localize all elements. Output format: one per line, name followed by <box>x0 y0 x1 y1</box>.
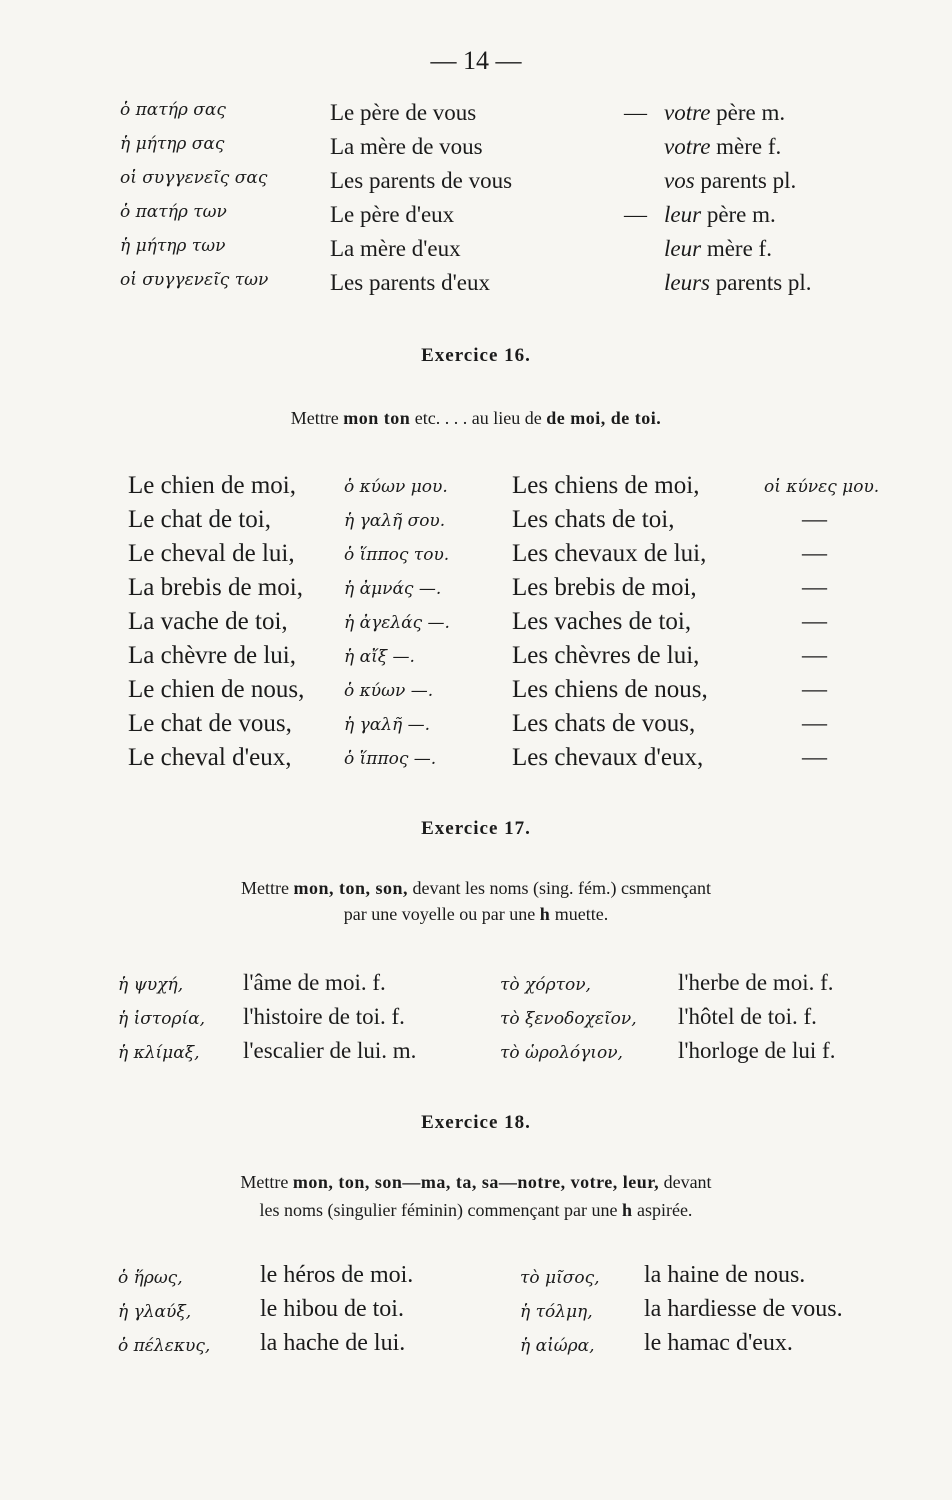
french-phrase: le héros de moi. <box>260 1262 414 1288</box>
dash: — <box>802 710 827 737</box>
french-phrase: la haine de nous. <box>644 1262 806 1288</box>
french-phrase: l'escalier de lui. m. <box>243 1038 417 1063</box>
possessive-form: votre mère f. <box>664 134 782 159</box>
french-phrase: la hardiesse de vous. <box>644 1296 843 1322</box>
possessive-form: leur mère f. <box>664 236 772 261</box>
french-phrase: Le chien de moi, <box>128 472 296 499</box>
greek-phrase: οἱ συγγενεῖς των <box>120 270 269 290</box>
page-number: — 14 — <box>430 46 522 75</box>
greek-phrase: ἡ ἱστορία, <box>118 1009 206 1029</box>
greek-phrase: ὁ ἵππος του. <box>344 545 450 565</box>
dash: — <box>624 202 647 227</box>
possessive-form: leur père m. <box>664 202 776 227</box>
french-phrase: l'âme de moi. f. <box>243 970 386 995</box>
french-phrase: Les chats de vous, <box>512 710 696 737</box>
greek-phrase: οἱ κύνες μου. <box>764 477 880 497</box>
exercise-18-instruction-line2: les noms (singulier féminin) commençant par une h aspirée. <box>259 1200 693 1220</box>
greek-phrase: ἡ τόλμη, <box>520 1302 593 1322</box>
greek-phrase: ἡ κλίμαξ, <box>118 1043 200 1063</box>
greek-phrase: ἡ αἴξ —. <box>344 647 415 667</box>
french-phrase: Les chèvres de lui, <box>512 642 700 669</box>
french-phrase: l'hôtel de toi. f. <box>678 1004 817 1029</box>
french-phrase: l'horloge de lui f. <box>678 1038 836 1063</box>
greek-phrase: ἡ ψυχή, <box>118 975 184 995</box>
possessive-form: votre père m. <box>664 100 786 125</box>
possessive-form: vos parents pl. <box>664 168 797 193</box>
greek-phrase: ἡ γλαύξ, <box>118 1302 192 1322</box>
french-phrase: La vache de toi, <box>128 608 288 635</box>
exercise-17-title: Exercice 17. <box>421 818 531 839</box>
greek-phrase: ἡ γαλῆ σου. <box>344 511 446 531</box>
greek-phrase: ὁ πέλεκυς, <box>118 1336 211 1356</box>
french-phrase: La mère d'eux <box>330 236 461 261</box>
french-phrase: La brebis de moi, <box>128 574 303 601</box>
french-phrase: Les chevaux d'eux, <box>512 744 704 771</box>
greek-phrase: ἡ ἀγελάς —. <box>344 613 450 633</box>
french-phrase: Les chats de toi, <box>512 506 675 533</box>
french-phrase: Les chiens de nous, <box>512 676 708 703</box>
french-phrase: Le père de vous <box>330 100 477 125</box>
greek-phrase: ὁ ἵππος —. <box>344 749 437 769</box>
french-phrase: la hache de lui. <box>260 1330 406 1356</box>
french-phrase: Les chiens de moi, <box>512 472 700 499</box>
greek-phrase: τὸ μῖσος, <box>520 1268 600 1288</box>
dash: — <box>802 744 827 771</box>
greek-phrase: ἡ μήτηρ των <box>120 236 226 256</box>
dash: — <box>802 608 827 635</box>
dash: — <box>802 642 827 669</box>
greek-phrase: τὸ ξενοδοχεῖον, <box>500 1009 637 1029</box>
exercise-17-instruction: Mettre mon, ton, son, devant les noms (sing. fém.) csmmençant <box>241 878 711 898</box>
french-phrase: La mère de vous <box>330 134 483 159</box>
french-phrase: l'histoire de toi. f. <box>243 1004 405 1029</box>
french-phrase: Le cheval de lui, <box>128 540 295 567</box>
greek-phrase: τὸ ὡρολόγιον, <box>500 1043 623 1063</box>
french-phrase: Le chien de nous, <box>128 676 305 703</box>
french-phrase: Le cheval d'eux, <box>128 744 292 771</box>
greek-phrase: ὁ κύων —. <box>344 681 434 701</box>
greek-phrase: οἱ συγγενεῖς σας <box>120 168 268 188</box>
dash: — <box>624 100 647 125</box>
dash: — <box>802 574 827 601</box>
dash: — <box>802 540 827 567</box>
french-phrase: l'herbe de moi. f. <box>678 970 834 995</box>
greek-phrase: ἡ μήτηρ σας <box>120 134 225 154</box>
greek-phrase: ἡ γαλῆ —. <box>344 715 430 735</box>
exercise-17-instruction-line2: par une voyelle ou par une h muette. <box>343 904 609 924</box>
french-phrase: Le chat de toi, <box>128 506 271 533</box>
greek-phrase: ὁ πατήρ των <box>120 202 227 222</box>
greek-phrase: ὁ ἥρως, <box>118 1268 183 1288</box>
greek-phrase: ἡ ἀμνάς —. <box>344 579 442 599</box>
french-phrase: le hibou de toi. <box>260 1296 404 1322</box>
exercise-18-title: Exercice 18. <box>421 1112 531 1133</box>
possessive-form: leurs parents pl. <box>664 270 812 295</box>
greek-phrase: τὸ χόρτον, <box>500 975 591 995</box>
greek-phrase: ἡ αἰώρα, <box>520 1336 595 1356</box>
dash: — <box>802 676 827 703</box>
french-phrase: Les parents de vous <box>330 168 513 193</box>
exercise-16-title: Exercice 16. <box>421 345 531 366</box>
greek-phrase: ὁ πατήρ σας <box>120 100 226 120</box>
french-phrase: Le père d'eux <box>330 202 455 227</box>
french-phrase: Les parents d'eux <box>330 270 490 295</box>
french-phrase: La chèvre de lui, <box>128 642 296 669</box>
french-phrase: Les vaches de toi, <box>512 608 692 635</box>
exercise-16-instruction: Mettre mon ton etc. . . . au lieu de de moi, de toi. <box>290 408 662 428</box>
french-phrase: Le chat de vous, <box>128 710 292 737</box>
french-phrase: Les chevaux de lui, <box>512 540 707 567</box>
greek-phrase: ὁ κύων μου. <box>344 477 448 497</box>
french-phrase: le hamac d'eux. <box>644 1330 793 1356</box>
french-phrase: Les brebis de moi, <box>512 574 697 601</box>
exercise-18-instruction: Mettre mon, ton, son—ma, ta, sa—notre, votre, leur, devant <box>240 1172 712 1192</box>
dash: — <box>802 506 827 533</box>
